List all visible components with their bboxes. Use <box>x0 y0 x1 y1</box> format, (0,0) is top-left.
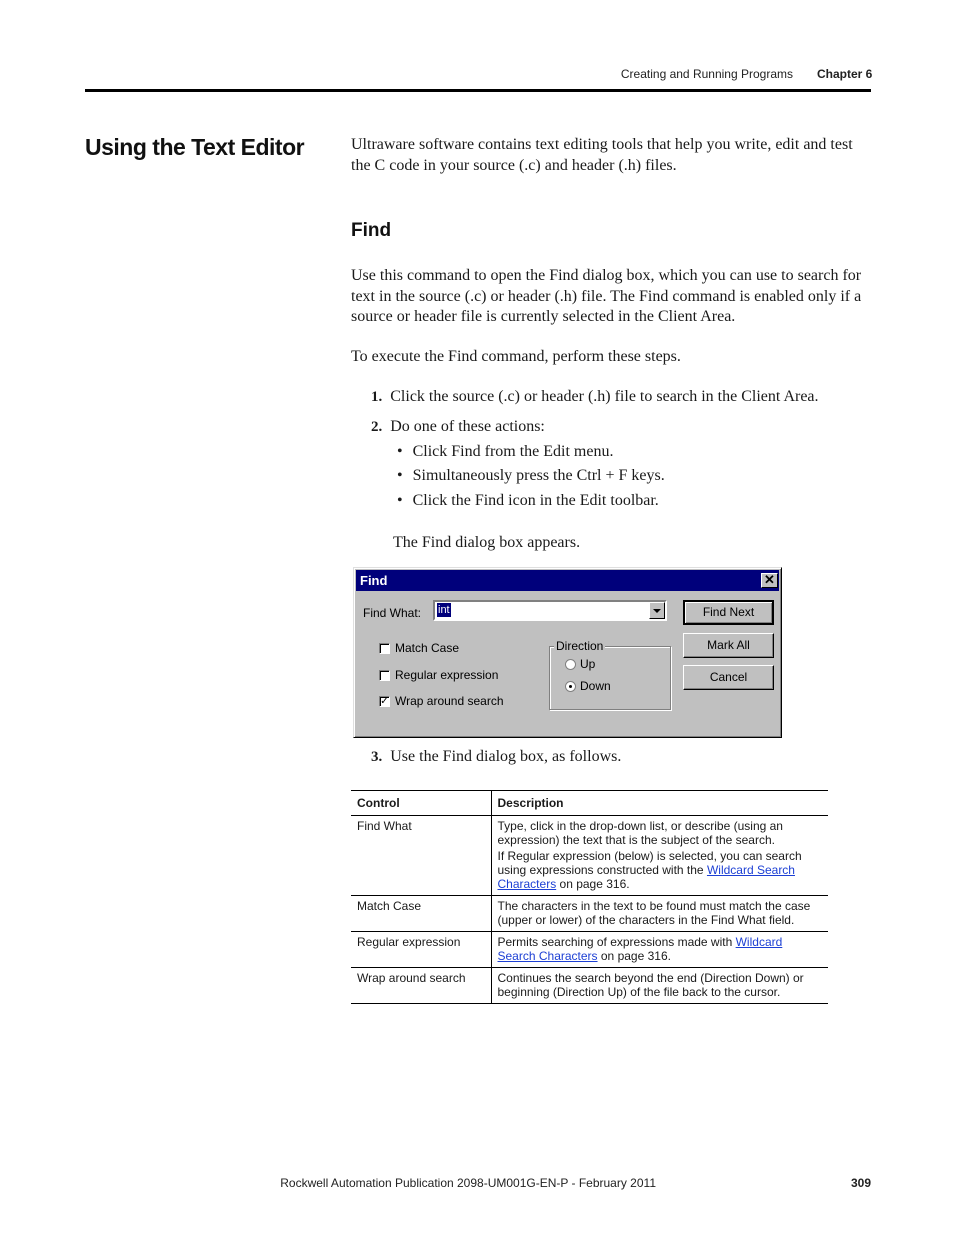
bullet-item <box>397 443 613 461</box>
table-row <box>351 932 828 968</box>
bullet-dot: • <box>397 467 403 484</box>
wildcard-link[interactable]: Wildcard Search Characters <box>497 935 783 963</box>
description-cell: The characters in the text to be found must match the case (upper or lower) of the characters in the Find What field. <box>497 899 811 927</box>
control-cell: Regular expression <box>351 932 491 968</box>
find-next-button[interactable]: Find Next <box>683 600 774 625</box>
wildcard-link[interactable]: Wildcard Search Characters <box>497 863 795 891</box>
bullet-dot: • <box>397 492 403 509</box>
control-cell: Find What <box>351 816 491 896</box>
step-number: 1. <box>371 389 383 405</box>
wrap-around-checkbox[interactable]: ✓ <box>380 696 389 707</box>
bullet-item <box>397 467 665 485</box>
find-what-label: Find What: <box>363 606 422 620</box>
section-title: Using the Text Editor <box>85 134 305 160</box>
mark-all-button[interactable]: Mark All <box>683 633 774 658</box>
table-row <box>351 896 828 932</box>
dialog-title: Find <box>360 573 388 588</box>
match-case-label[interactable]: Match Case <box>395 641 460 655</box>
bullet-item <box>397 492 659 510</box>
direction-down-radio[interactable] <box>565 681 576 692</box>
header-rule <box>85 89 871 92</box>
controls-table <box>351 790 828 1004</box>
chevron-down-icon <box>653 609 661 613</box>
subsection-title: Find <box>351 220 392 241</box>
description-text-post: on page 316. <box>597 949 671 963</box>
find-dialog <box>353 567 782 738</box>
direction-up-label[interactable]: Up <box>580 657 596 671</box>
page-number: 309 <box>851 1176 872 1190</box>
description-cell <box>491 932 828 968</box>
radio-selected-dot <box>569 685 572 688</box>
direction-groupbox <box>549 639 671 710</box>
dialog-intro: The Find dialog box appears. <box>393 534 581 551</box>
running-header-chapter: Chapter 6 <box>817 67 873 81</box>
running-header-section: Creating and Running Programs <box>620 67 793 81</box>
column-header-control: Control <box>351 791 491 816</box>
close-icon[interactable]: ✕ <box>761 573 778 588</box>
direction-label: Direction <box>556 639 604 653</box>
column-header-description: Description <box>497 795 564 810</box>
description-text-pre: If Regular expression (below) is selected, you can search using expressions constructed with the <box>497 849 802 877</box>
step-text: Click the source (.c) or header (.h) file to search in the Client Area. <box>390 388 819 405</box>
step-1 <box>371 388 819 406</box>
description-text-pre: Permits searching of expressions made with <box>497 935 736 949</box>
match-case-checkbox[interactable] <box>379 643 390 654</box>
table-header-row <box>351 791 828 816</box>
table-row <box>351 816 828 896</box>
bullet-dot: • <box>397 443 403 460</box>
direction-down-label[interactable]: Down <box>580 679 611 693</box>
step-number: 2. <box>371 419 383 435</box>
dropdown-button[interactable] <box>649 602 665 619</box>
description-cell <box>491 816 828 896</box>
step-text: Use the Find dialog box, as follows. <box>390 748 622 765</box>
intro-paragraph: Ultraware software contains text editing tools that help you write, edit and test the C code in your source (.c) and header (.h) files. <box>351 136 853 174</box>
regular-expression-checkbox[interactable] <box>379 670 390 681</box>
dialog-titlebar[interactable] <box>356 570 779 591</box>
description-text: Type, click in the drop-down list, or describe (using an expression) the text that is the subject of the search. <box>497 819 783 847</box>
footer-publication: Rockwell Automation Publication 2098-UM001G-EN-P - February 2011 <box>280 1176 656 1190</box>
description-text <box>498 849 823 891</box>
bullet-text: Click the Find icon in the Edit toolbar. <box>412 492 659 509</box>
steps-intro-paragraph: To execute the Find command, perform these steps. <box>351 348 681 365</box>
description-cell: Continues the search beyond the end (Direction Down) or beginning (Direction Up) of the file back to the cursor. <box>497 971 804 999</box>
description-text-post: on page 316. <box>556 877 630 891</box>
direction-up-radio[interactable] <box>565 659 576 670</box>
bullet-text: Click Find from the Edit menu. <box>412 443 614 460</box>
wrap-around-label[interactable]: Wrap around search <box>395 694 504 708</box>
step-number: 3. <box>371 749 383 765</box>
bullet-text: Simultaneously press the Ctrl + F keys. <box>412 467 665 484</box>
step-2 <box>371 418 545 436</box>
step-text: Do one of these actions: <box>390 418 545 435</box>
find-what-value[interactable]: int <box>438 604 450 616</box>
control-cell: Match Case <box>351 896 491 932</box>
find-description-paragraph: Use this command to open the Find dialog box, which you can use to search for text in the source (.c) or header (.h) file. The Find command is enabled only if a source or header file is currently selected in the Client Area. <box>351 267 862 325</box>
find-what-combobox[interactable] <box>433 600 667 621</box>
cancel-button[interactable]: Cancel <box>683 665 774 690</box>
control-cell: Wrap around search <box>351 968 491 1004</box>
table-row <box>351 968 828 1004</box>
step-3 <box>371 748 621 766</box>
regular-expression-label[interactable]: Regular expression <box>395 668 499 682</box>
